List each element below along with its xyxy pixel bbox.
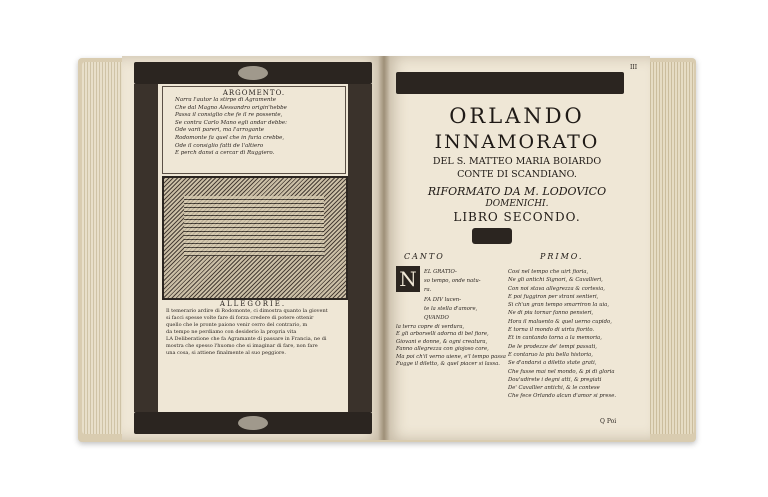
- allegorie-box: [162, 300, 344, 388]
- argomento-line: Che dal Magno Alessandro origin'hebbe: [175, 104, 287, 111]
- verse-line: ra.: [424, 287, 432, 294]
- allegorie-title: ALLEGORIE.: [219, 300, 287, 308]
- allegorie-line: LA Deliberatione che fa Agramante di passare in Francia, ne di: [166, 336, 327, 342]
- author-line-1: DEL S. MATTEO MARIA BOIARDO: [432, 156, 602, 167]
- verse-line: Hora il maluento & quel uerno cupido,: [508, 318, 612, 325]
- argomento-line: Se contra Carlo Mano egli andar debbe:: [175, 119, 287, 126]
- ornament-right-column: [348, 84, 372, 412]
- reform-line-1: RIFORMATO DA M. LODOVICO: [427, 185, 607, 198]
- verse-line: la terra copre di verdura,: [396, 324, 465, 330]
- title-line-1: ORLANDO: [449, 104, 585, 128]
- verse-line: EL GRATIO-: [424, 269, 457, 275]
- stanza-column-b: [508, 268, 616, 401]
- verse-line: Dou'udirete i degni atti, & pregiati: [508, 376, 602, 383]
- woodcut-banquet-scene: [184, 196, 324, 256]
- verse-line: Cosi nel tempo che uirt fioria,: [508, 269, 589, 275]
- verse-line: Et in cantando torna a la memoria,: [508, 335, 602, 342]
- verse-line: E torna il mondo di uirtu fiorito.: [508, 327, 595, 334]
- ornament-bottom-band: [134, 412, 372, 434]
- verse-line: QVANDO: [424, 315, 449, 322]
- drop-cap: N: [396, 266, 420, 292]
- argomento-line: Passa il consiglio che fe il re possente,: [175, 112, 283, 119]
- fleuron-ornament-icon: [472, 228, 512, 244]
- argomento-line: Ode varii pareri, ma l'arrogante: [175, 127, 265, 134]
- verse-line: FA DIV lucen-: [424, 296, 461, 303]
- verse-line: De le prodezze de' tempi passati,: [508, 343, 597, 350]
- verse-line: E poi fuggiron per strani sentieri,: [508, 293, 599, 300]
- verse-line: Se d'andarsi a diletto state grati,: [508, 360, 597, 367]
- verse-line: Si ch'un gran tempo smarriron la uia,: [508, 302, 610, 309]
- allegorie-line: si facci spesse volte fare di forza credere di potere ottenir: [166, 315, 314, 321]
- verse-line: Che fusse mai nel mondo, & pi di gloria: [508, 368, 615, 375]
- verse-line: Con noi stava allegrezza & cortesia,: [508, 285, 605, 292]
- argomento-title: ARGOMENTO.: [222, 89, 286, 97]
- verse-line: so tempo, onde natu-: [424, 278, 481, 285]
- argomento-line: Narra l'autor la stirpe di Agramente: [175, 97, 277, 103]
- page-number: III: [630, 64, 638, 71]
- verse-line: Ma poi ch'il verno uiene, e'l tempo passa: [396, 353, 506, 360]
- cartouche-ornament-icon: [238, 416, 268, 430]
- allegorie-line: Il temerario ardire di Rodomonte, ci dimostra quanto la giovent: [166, 308, 328, 314]
- verse-line: De' Cavallier antichi, & le contese: [508, 385, 600, 392]
- argomento-line: Rodomonte fa quel che in furia crebbe,: [175, 134, 285, 141]
- stanza-column-a: [424, 268, 481, 323]
- primo-label: PRIMO.: [540, 252, 584, 261]
- verse-line: Giovani e donne, & ogni creatura,: [396, 338, 488, 345]
- allegorie-line: una cosa, si attiene finalmente al suo peggiore.: [166, 350, 286, 356]
- author-line-2: CONTE DI SCANDIANO.: [457, 169, 577, 180]
- left-ornamental-frame: [134, 62, 372, 434]
- verse-line: Ne gli antichi Signori, & Cavallieri,: [508, 277, 603, 284]
- stanza-column-a-continued: [396, 324, 506, 368]
- title-line-2: INNAMORATO: [434, 131, 600, 153]
- reform-line-2: DOMENICHI.: [485, 199, 549, 209]
- verse-line: Che fece Orlando alcun d'amor si prese.: [508, 393, 617, 400]
- verse-line: E gli arborselli adorna di bel fiore,: [396, 331, 489, 338]
- ornament-top-band: [134, 62, 372, 84]
- headpiece-ornament: [396, 72, 624, 94]
- page-edges-left: [82, 62, 124, 434]
- argomento-box: [162, 86, 346, 174]
- argomento-line: Ode il consiglio fatti de l'altiero: [175, 142, 264, 149]
- verse-line: Fanno allegrezza con giojoso core,: [396, 346, 489, 353]
- woodcut-illustration: [162, 176, 348, 300]
- verse-line: Ne di piu tornar fanno pensieri,: [508, 310, 594, 317]
- verse-line: Fugge il diletto, & quel piacer si lassa.: [396, 361, 500, 368]
- allegorie-line: mostra che spesso l'huomo che si imaginar di fare, non fare: [166, 343, 318, 349]
- canto-label: CANTO: [404, 252, 445, 261]
- page-edges-right: [648, 62, 694, 434]
- verse-line: te la stella d'amore,: [424, 305, 478, 312]
- ornament-left-column: [134, 84, 158, 412]
- allegorie-line: quello che le pronte paiono venir cerro del contrario, m: [166, 322, 308, 328]
- verse-line: E contaruo la piu bella historia,: [508, 351, 593, 358]
- mask-ornament-icon: [238, 66, 268, 80]
- book-number: LIBRO SECONDO.: [453, 210, 581, 224]
- argomento-line: E perch dansi a cercar di Ruggiero.: [175, 150, 275, 157]
- signature-catchword: Q Poi: [600, 418, 617, 425]
- allegorie-line: da tempo ne perdiamo con desiderio la propria vita: [166, 329, 297, 335]
